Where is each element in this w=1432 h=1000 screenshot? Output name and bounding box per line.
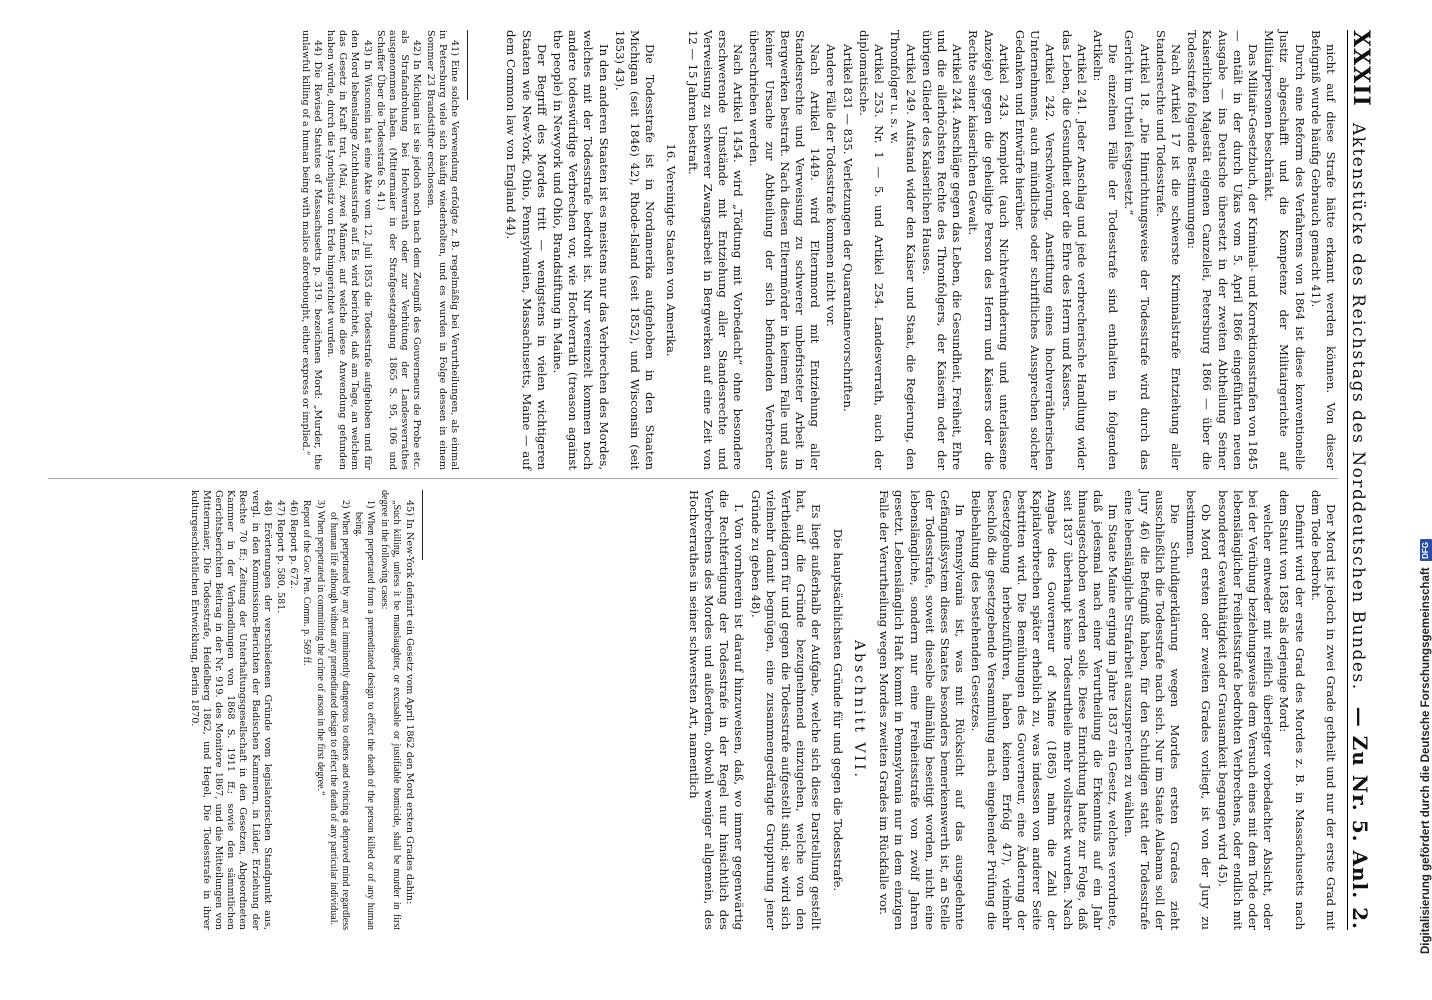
footnote: 44) Die Revised Statutes of Massachusetts p. 319. bezeichnen Mord: „Murder, the unlawful killing of a human being with malice aforethought, either express or implied.“ [299,30,323,470]
paragraph: Im Staate Maine erging im Jahre 1837 ein Gesetz, welches verordnete, daß jedesmal nach einer Verurtheilung die Erkenntnis auf ein Jahr hinausgeschoben werden solle. Diese Einrichtung hatte zur Folge, daß seit 1837 überhaupt keine Todesurtheile mehr vollstreckt wurden. Nach Angabe des Gouverneur of Maine (1865) nahm die Zahl der Kapitalverbrechen später erheblich zu, was indessen von anderer Seite bestritten wird. Die Bemühungen des Gouverneur, eine Änderung der Gesetzgebung herbeizuführen, haben keinen Erfolg 47), vielmehr beschloß die gesetzgebende Versammlung nach eingehender Prüfung die Beibehaltung des bestehenden Gesetzes. [969,490,1121,930]
paragraph: Durch eine Reform des Verfahrens von 1864 ist diese konventionelle Justiz abgeschafft und die Kompetenz der Militairgerichte auf Militairpersonen beschränkt. [1262,30,1307,470]
digitization-credit [1401,0,1432,1000]
footnote-quote: „Such killing, unless it be manslaughter, or excusable or justifiable homicide, shall be murder in first degree in the following cases: [378,490,402,930]
paragraph: Es liegt außerhalb der Aufgabe, welche sich diese Darstellung gestellt hat, auf die Gründe bezugnehmend einzugehen, welche von den Vertheidigern für und gegen die Todesstrafe aufgestellt sind; sie wird sich vielmehr damit begnügen, eine zusammengedrängte Gruppirung jener Gründe zu geben 48). [748,490,824,930]
right-column [685,490,1338,930]
paragraph: Ob Mord ersten oder zweiten Grades vorliegt, ist von der Jury zu bestimmen. [1184,490,1214,930]
paragraph: Artikel 18. „Die Hinrichtungsweise der Todesstrafe wird durch das Gericht im Urtheil festgesetzt.“ [1122,30,1152,470]
paragraph: Die einzelnen Fälle der Todesstrafe sind enthalten in folgenden Artikeln: [1090,30,1121,470]
left-footnotes [297,30,460,470]
page-number: XXXII [1348,30,1374,107]
footnote: 47) Report p. 580, 581. [274,500,286,614]
paragraph: nicht auf diese Strafe hätte erkannt werden können. Von dieser Befugniß wurde häufig Gebrauch gemacht 41). [1308,30,1338,470]
footnote-quote: 1) When perpetrated from a premeditated design to effect the death of the person killed or of any human being. [353,500,377,930]
document-reference: — Zu Nr. 5. Anl. 2. [1348,706,1372,930]
paragraph: Der Begriff des Mordes tritt — wenigstens in vielen wichtigeren Staaten wie New-York, Ohio, Pennsylvanien, Massachusetts, Maine — auf dem Common law von England 44). [504,30,549,470]
paragraph: Definirt wird der erste Grad des Mordes z. B. in Massachusetts nach dem Statut von 1858 als derjenige Mord: [1277,490,1307,930]
paragraph: In Pennsylvania ist, was mit Rücksicht auf das ausgedehnte Gefängnißsystem dieses Staates besonders bemerkenswerth ist, an Stelle der Todesstrafe, soweit dieselbe allmählig beseitigt worden, nicht eine lebenslängliche, sondern nur eine Freiheitsstrafe von zwölf Jahren gesetzt. Lebenslänglich Haft kommt in Pennsylvania nur in dem einzigen Falle der Verurtheilung wegen Mordes zweiten Grades im Rückfalle vor. [877,490,968,930]
paragraph: Artikel 244. Anschläge gegen das Leben, die Gesundheit, Freiheit, Ehre und die allerhöchsten Rechte des Thronfolgers, der Kaiserin oder der übrigen Glieder des Kaiserlichen Hauses. [919,30,965,470]
footnote-quote: 3) When perpetrated in committing the crime of arson in the first degree.“ [314,500,326,796]
footnote: 42) In Michigan ist sie jedoch noch nach dem Zeugniß des Gouverneurs de Probe etc. als Strafandrohung bei Hochverrath oder zur Verhütung der Landesverrathes ausgenommen haben. (Mittermaier in der Strafgesetzgebung 1865 S. 95, 106 und Schaffer Über die Todesstrafe S. 41.) [374,30,423,470]
paragraph: Nach Artikel 17 ist die schwerste Kriminalstrafe Entziehung aller Standesrechte und Todesstrafe. [1153,30,1183,470]
dfg-logo: DFG [1420,539,1432,561]
section-heading: 16. Vereinigte Staaten von Amerika. [664,143,679,357]
right-footnotes [186,490,415,930]
footnote-citation: Report of the Gov. Pen. Comm. p. 569 ff. [301,500,313,666]
left-column [502,30,1338,470]
paragraph: Das Militair-Gesetzbuch, der Kriminal- und Korrektionsstrafen von 1845 — entält in der durch Ukas vom 5. April 1866 eingeführten neuen Ausgabe — ins Deutsche übersetzt in der zweiten Abtheilung Seiner Kaiserlichen Majestät eigenen Canzellei, Petersburg 1866 — über die Todesstrafe folgende Bestimmungen: [1185,30,1260,470]
paragraph: Artikel 243. Komplott (auch Nichtverhinderung und unterlassene Anzeige) gegen die geheiligte Person des Herrn und Kaisers oder die Rechte seiner kaiserlichen Gewalt. [966,30,1011,470]
paragraph: I. Von vornherein ist darauf hinzuweisen, daß, wo immer gegenwärtig die Rechtfertigung der Todesstrafe in der Regel nur hinsichtlich des Verbrechens des Mordes und außerdem, obwohl weniger allgemein, des Hochverrathes in seiner schwersten Art, namentlich [686,490,747,930]
credit-text: Digitalisierung gefördert durch die Deutsche Forschungsgemeinschaft [1419,567,1432,954]
paragraph: Die Todesstrafe ist in Nordamerika aufgehoben in den Staaten Michigan (seit 1846) 42), Rhode-Island (seit 1852), und Wisconsin (seit 1853) 43). [612,30,658,470]
footnote: 45) In New-York definirt ein Gesetz vom April 1862 den Mord ersten Grades dahin: [404,500,415,905]
footnote-rule [467,30,468,100]
footnote-quote: 2) When perpetrated by any act imminently dangerous to others and evincing a depraved mind regardless of human life although without any premeditated design to effect the death of any particular individual. [327,500,351,930]
paragraph: welcher entweder mit reiflich überlegter vorbedachter Absicht, oder bei der Verübung beziehungsweise dem Versuch eines mit dem Tode oder lebenslänglicher Freiheitsstrafe bedrohten Verbrechens, oder endlich mit besonderer Gewaltthätigkeit oder Grausamkeit begangen wird 45). [1215,490,1276,930]
paragraph: Artikel 241. Jeder Anschlag und jede verbrecherische Handlung wider das Leben, die Gesundheit oder die Ehre des Herrn und Kaisers. [1059,30,1089,470]
section-heading: Abschnitt VII. [850,640,867,780]
footnote: 48) Erörterungen der verschiedenen Gründe vom legislatorischen Standpunkt aus, vergl. in den Kommissions-Berichten der Badischen Kammern, in Lüder, Erziehung der Rechte 70 ff.; Zeitung der Unterhaltungsgesellschaft in den Gesetzen, Abgeordneten Kammer in der Verhandlungen von 1868 S. 1911 ff.; sowie den sämmtlichen Gerichtsberichten Beitrag in der Nr. 919. des Monitore 1867, und die Mitteilungen von Mittermaier, Die Todesstrafe, Heidelberg 1862, und Hegel, Die Todesstrafe in ihrer kulturgeschichtlichen Entwicklung, Berlin 1870. [188,490,273,930]
paragraph: In den anderen Staaten ist es meistens nur das Verbrechen des Mordes, welches mit der Todesstrafe bedroht ist. Nur vereinzelt kommen noch andere todeswürdige Verbrechen vor, wie Hochverrath (treason against the people) in Newyork und Ohio, Brandstiftung in Maine. [551,30,611,470]
paragraph: Artikel 253. Nr. 1 — 5. und Artikel 254. Landesverrath, auch der diplomatische. [856,30,887,470]
footnote-rule [422,490,423,560]
column-divider [48,478,1338,479]
page-header [1347,30,1378,930]
running-title: Aktenstücke des Reichstags des Norddeutschen Bundes. [1348,122,1368,691]
footnote: 41) Eine solche Verwendung erfolgte z. B. regelmäßig bei Verurtheilungen, als einmal in Petersburg viele sich häufig wiederholten, und es wurden in Folge dessen in einem Sommer 23 Brandstifter erschossen. [424,30,460,470]
paragraph: Artikel 831 — 835. Verletzungen der Quarantainevorschriften. [840,44,855,412]
footnote: 46) Report p. 672. [288,500,300,589]
footnote: 43) In Wisconsin hat eine Akte vom 12. Juli 1853 die Todesstrafe aufgehoben und für den Mord lebenslange Zuchthausstrafe auf. Es wird berichtet, daß am Tage, an welchem das Gesetz in Kraft trat, (Mai, zwei Männer, auf welche diese Anwendung gefunden haben würde, durch die Lynchjustiz von Erde hingerichtet wurden. [324,30,373,470]
paragraph: Nach Artikel 1454. wird „Tödtung mit Vorbedacht“ ohne besondere erschwerende Umstände mit Entziehung aller Standesrechte und Verweisung zu schwerer Zwangsarbeit in Bergwerken auf eine Zeit von 12 — 15 Jahren bestraft. [685,30,746,470]
paragraph: Artikel 242. Verschwörung, Anstiftung eines hochverrätherischen Unternehmens, auch mündliches oder schriftliches Aussprechen solcher Gedanken und Entwürfe hierüber. [1012,30,1058,470]
paragraph: Andere Fälle der Todesstrafe kommen nicht vor. [824,44,839,327]
paragraph: Nach Artikel 1449. wird Elternmord mit Entziehung aller Standesrechte und Verweisung zu schwerer unbefristeter Arbeit in Bergwerken bestraft. Nach diesen Elternmörder in keinem Falle und aus keiner Ursache zur Abtheilung der sich befindenden Verbrecher überschrieben werden. [747,30,823,470]
section-subheading: Die hauptsächlichsten Gründe für und gegen die Todesstrafe. [830,528,845,892]
paragraph: Der Mord ist jedoch in zwei Grade getheilt und nur der erste Grad mit dem Tode bedroht. [1308,490,1338,930]
paragraph: Die Schuldigerklärung wegen Mordes ersten Grades zieht ausschließlich die Todesstrafe nach sich. Nur im Staate Alabama soll der Jury 46) die Befugniß haben, für den Schuldigen statt der Todesstrafe eine lebenslängliche Strafarbeit auszusprechen zu wählen. [1122,490,1182,930]
paragraph: Artikel 249. Aufstand wider den Kaiser und Staat, die Regierung, den Thronfolger u. s. w. [888,30,918,470]
